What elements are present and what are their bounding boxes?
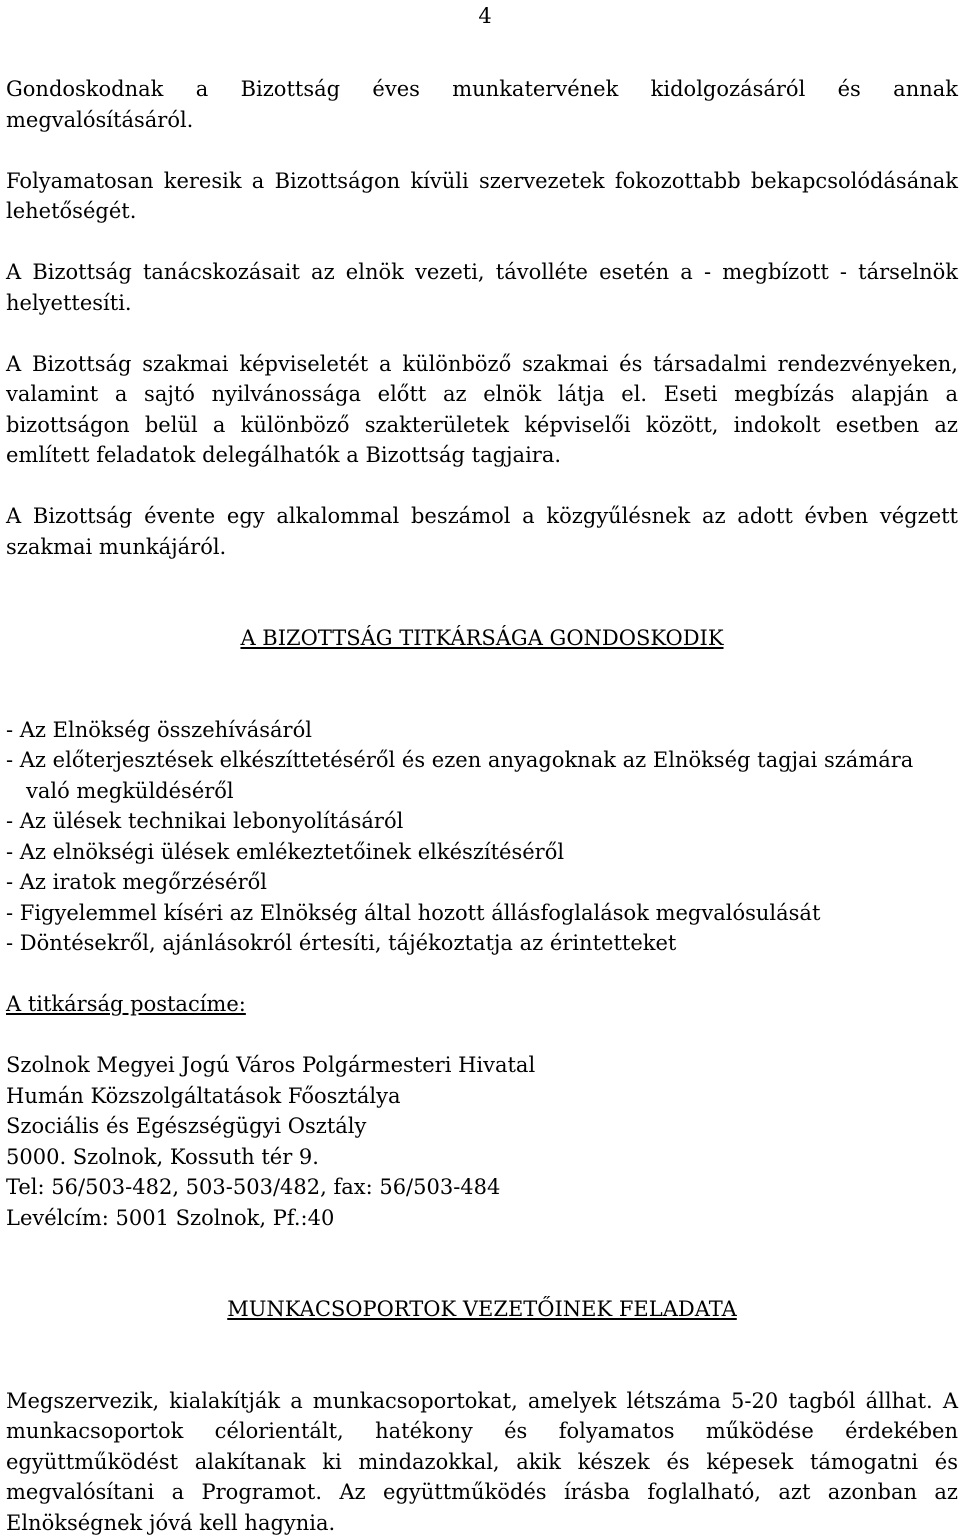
address-line: Tel: 56/503-482, 503-503/482, fax: 56/503-484	[6, 1172, 958, 1203]
address-line: 5000. Szolnok, Kossuth tér 9.	[6, 1142, 958, 1173]
postal-address	[6, 1050, 958, 1233]
duty-item: - Az előterjesztések elkészíttetéséről és ezen anyagoknak az Elnökség tagjai számára való megküldéséről	[6, 745, 958, 806]
duty-item: - Az elnökségi ülések emlékeztetőinek elkészítéséről	[6, 837, 958, 868]
paragraph-external-organizations: Folyamatosan keresik a Bizottságon kívüli szervezetek fokozottabb bekapcsolódásának lehetőségét.	[6, 166, 958, 227]
paragraph-working-groups: Megszervezik, kialakítják a munkacsoportokat, amelyek létszáma 5-20 tagból állhat. A munkacsoportok célorientált, hatékony és folyamatos működése érdekében együttműködést alakítanak ki mindazokkal, akik készek és képesek támogatni és megvalósítani a Programot. Az együttműködés írásba foglalható, azt azonban az Elnökségnek jóvá kell hagynia.	[6, 1386, 958, 1538]
address-line: Humán Közszolgáltatások Főosztálya	[6, 1081, 958, 1112]
postal-address-label: A titkárság postacíme:	[6, 989, 958, 1020]
address-line: Szolnok Megyei Jogú Város Polgármesteri Hivatal	[6, 1050, 958, 1081]
document-body	[6, 74, 958, 1538]
address-line: Levélcím: 5001 Szolnok, Pf.:40	[6, 1203, 958, 1234]
secretariat-heading: A BIZOTTSÁG TITKÁRSÁGA GONDOSKODIK	[6, 623, 958, 654]
paragraph-annual-report: A Bizottság évente egy alkalommal beszámol a közgyűlésnek az adott évben végzett szakmai munkájáról.	[6, 501, 958, 562]
duty-item: - Figyelemmel kíséri az Elnökség által hozott állásfoglalások megvalósulását	[6, 898, 958, 929]
duty-item: - Az Elnökség összehívásáról	[6, 715, 958, 746]
duty-item: - Az ülések technikai lebonyolításáról	[6, 806, 958, 837]
paragraph-work-plan: Gondoskodnak a Bizottság éves munkatervének kidolgozásáról és annak megvalósításáról.	[6, 74, 958, 135]
paragraph-meetings-chair: A Bizottság tanácskozásait az elnök vezeti, távolléte esetén a - megbízott - társelnök helyettesíti.	[6, 257, 958, 318]
duty-item: - Az iratok megőrzéséről	[6, 867, 958, 898]
secretariat-duties-list	[6, 715, 958, 959]
address-line: Szociális és Egészségügyi Osztály	[6, 1111, 958, 1142]
paragraph-representation: A Bizottság szakmai képviseletét a különböző szakmai és társadalmi rendezvényeken, valamint a sajtó nyilvánossága előtt az elnök látja el. Eseti megbízás alapján a bizottságon belül a különböző szakterületek képviselői között, indokolt esetben az említett feladatok delegálhatók a Bizottság tagjaira.	[6, 349, 958, 471]
working-groups-heading: MUNKACSOPORTOK VEZETŐINEK FELADATA	[6, 1294, 958, 1325]
duty-item: - Döntésekről, ajánlásokról értesíti, tájékoztatja az érintetteket	[6, 928, 958, 959]
page-number: 4	[470, 4, 500, 28]
